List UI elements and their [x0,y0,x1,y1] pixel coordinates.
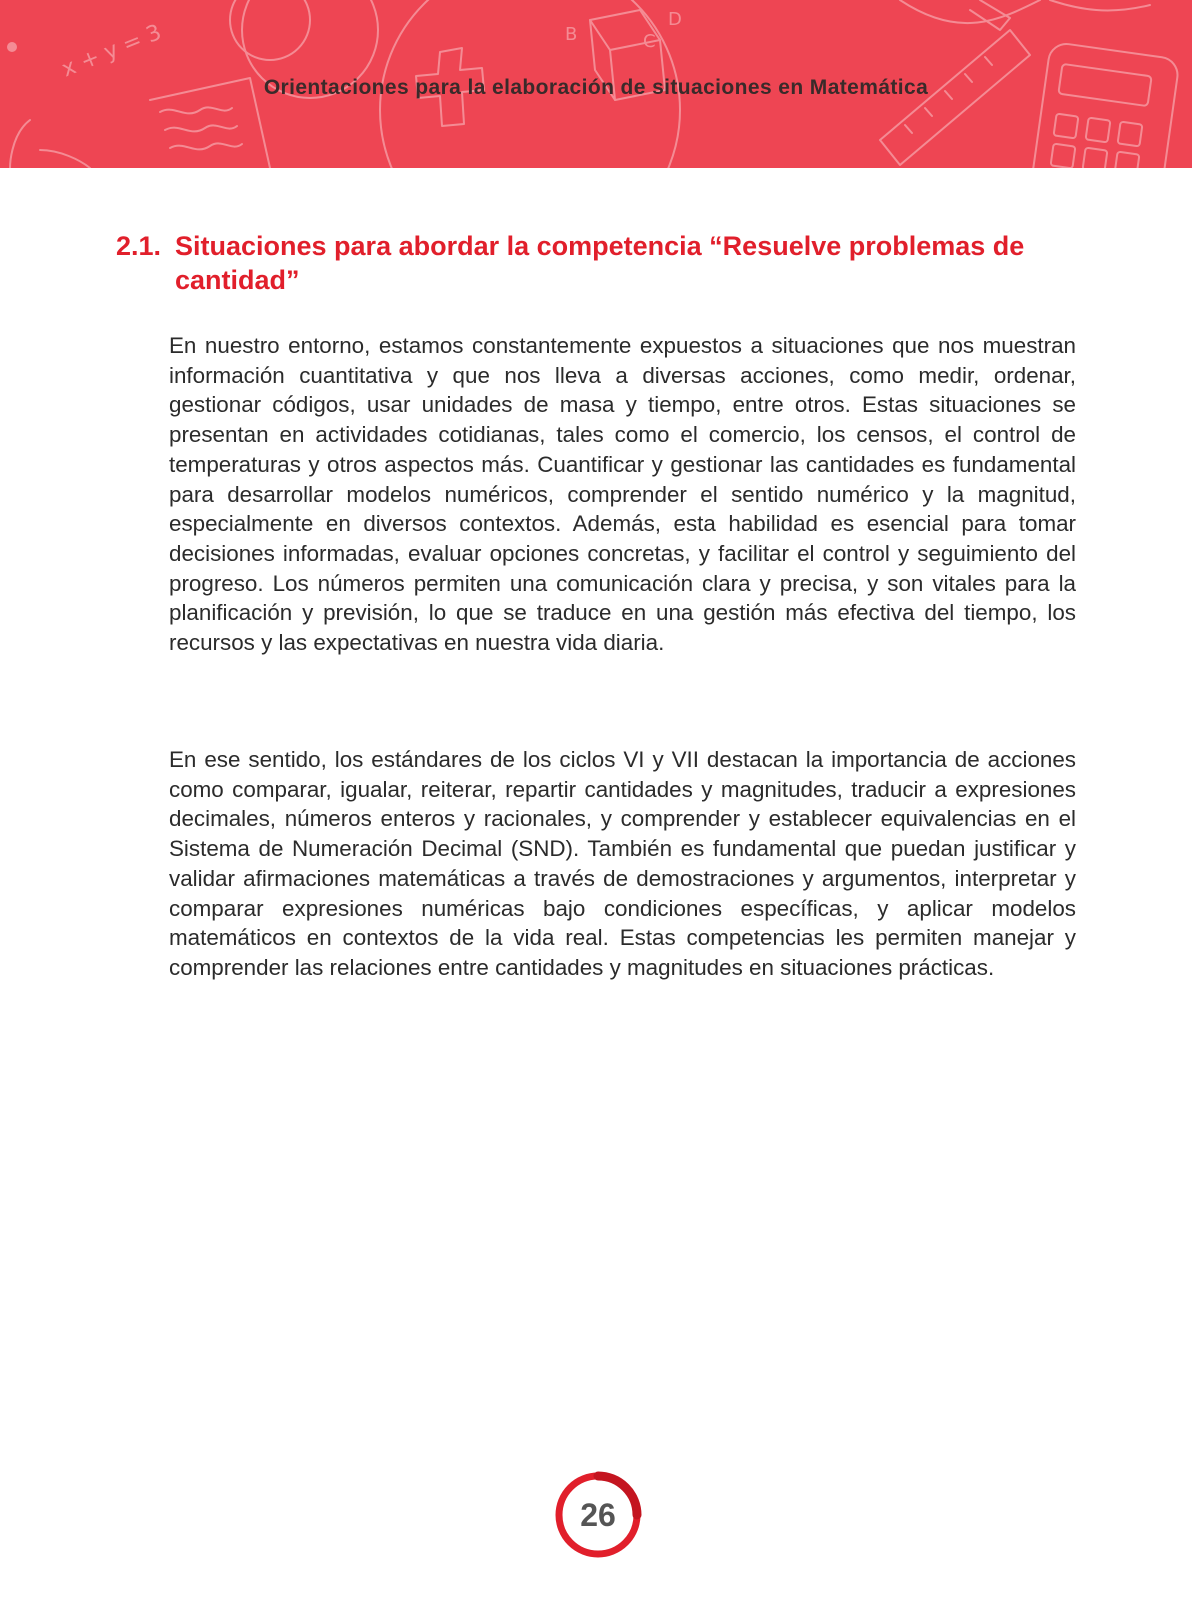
page-number: 26 [580,1497,616,1533]
section-title: Situaciones para abordar la competencia “Resuelve problemas de cantidad” [175,231,1025,295]
pencil-doodle [970,0,1150,30]
page-number-badge [554,1471,642,1559]
section-heading [116,229,1076,297]
svg-text:D: D [668,9,682,30]
svg-text:B: B [565,24,578,45]
svg-text:C: C [643,31,656,52]
equation-doodle: x + y = 3 [58,19,166,83]
paragraph-2: En ese sentido, los estándares de los ciclos VI y VII destacan la importancia de acciones como comparar, igualar, reiterar, repartir cantidades y magnitudes, traducir a expresiones decimales, números enteros y racionales, y comprender y establecer equivalencias en el Sistema de Numeración Decimal (SND). También es fundamental que puedan justificar y validar afirmaciones matemáticas a través de demostraciones y argumentos, interpretar y comparar expresiones numéricas bajo condiciones específicas, y aplicar modelos matemáticos en contextos de la vida real. Estas competencias les permiten manejar y comprender las relaciones entre cantidades y magnitudes en situaciones prácticas. [169,747,1076,980]
calculator-doodle [1030,42,1180,168]
section-number: 2.1. [116,231,162,261]
header-band [0,0,1192,168]
paragraph-1: En nuestro entorno, estamos constantemente expuestos a situaciones que nos muestran información cuantitativa y que nos lleva a diversas acciones, como medir, ordenar, gestionar códigos, usar unidades de masa y tiempo, entre otros. Estas situaciones se presentan en actividades cotidianas, tales como el comercio, los censos, el control de temperaturas y otros aspectos más. Cuantificar y gestionar las cantidades es fundamental para desarrollar modelos numéricos, comprender el sentido numérico y la magnitud, especialmente en diversos contextos. Además, esta habilidad es esencial para tomar decisiones informadas, evaluar opciones concretas, y facilitar el control y seguimiento del progreso. Los números permiten una comunicación clara y precisa, y son vitales para la planificación y previsión, lo que se traduce en una gestión más efectiva del tiempo, los recursos y las expectativas en nuestra vida diaria. [169,333,1076,656]
running-header-title: Orientaciones para la elaboración de situaciones en Matemática [263,76,929,99]
dot-doodle [7,42,17,52]
